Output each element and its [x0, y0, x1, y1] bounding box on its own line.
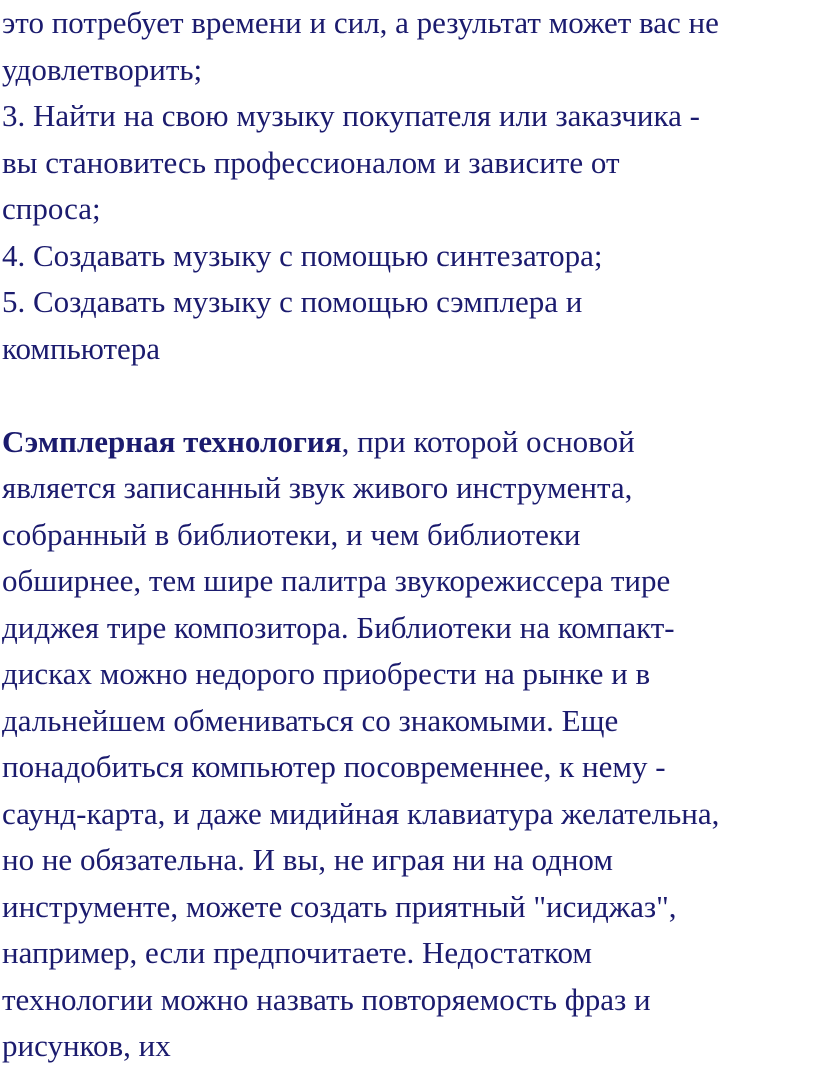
- paragraph-line: дисках можно недорого приобрести на рынке и в: [2, 656, 651, 691]
- paragraph-line: обширнее, тем шире палитра звукорежиссера тире: [2, 563, 671, 598]
- list-item-3-line: спроса;: [2, 191, 101, 226]
- paragraph-line: инструменте, можете создать приятный "исиджаз",: [2, 888, 677, 924]
- paragraph-line: дальнейшем обмениваться со знакомыми. Еще: [2, 702, 619, 738]
- paragraph-line: например, если предпочитаете. Недостатком: [2, 935, 593, 970]
- paragraph-line: является записанный звук живого инструмента,: [2, 470, 633, 505]
- paragraph-line: саунд-карта, и даже мидийная клавиатура желательна,: [2, 795, 720, 831]
- list-item-4-line: 4. Создавать музыку с помощью синтезатора;: [2, 237, 603, 273]
- list-item-5-line: компьютера: [2, 330, 161, 366]
- list-item-3-line: 3. Найти на свою музыку покупателя или заказчика -: [2, 98, 700, 133]
- paragraph-line: диджея тире композитора. Библиотеки на компакт-: [2, 609, 675, 645]
- text-line: удовлетворить;: [2, 51, 203, 87]
- list-item-3-line: вы становитесь профессионалом и зависите от: [2, 144, 620, 180]
- list-item-5-line: 5. Создавать музыку с помощью сэмплера и: [2, 284, 583, 319]
- paragraph-line: понадобиться компьютер посовременнее, к нему -: [2, 749, 666, 784]
- paragraph-line: собранный в библиотеки, и чем библиотеки: [2, 516, 581, 552]
- paragraph-first-line: [2, 419, 814, 466]
- paragraph-line: технологии можно назвать повторяемость фраз и: [2, 981, 651, 1017]
- paragraph-line: рисунков, их: [2, 1028, 171, 1063]
- document-page: [2, 0, 814, 1070]
- paragraph-spacer: [2, 372, 814, 419]
- paragraph-line: но не обязательна. И вы, не играя ни на одном: [2, 842, 613, 877]
- text-line: это потребует времени и сил, а результат может вас не: [2, 5, 719, 40]
- bold-term: Сэмплерная технология: [2, 423, 342, 459]
- paragraph-first-line-rest: , при которой основой: [341, 423, 635, 459]
